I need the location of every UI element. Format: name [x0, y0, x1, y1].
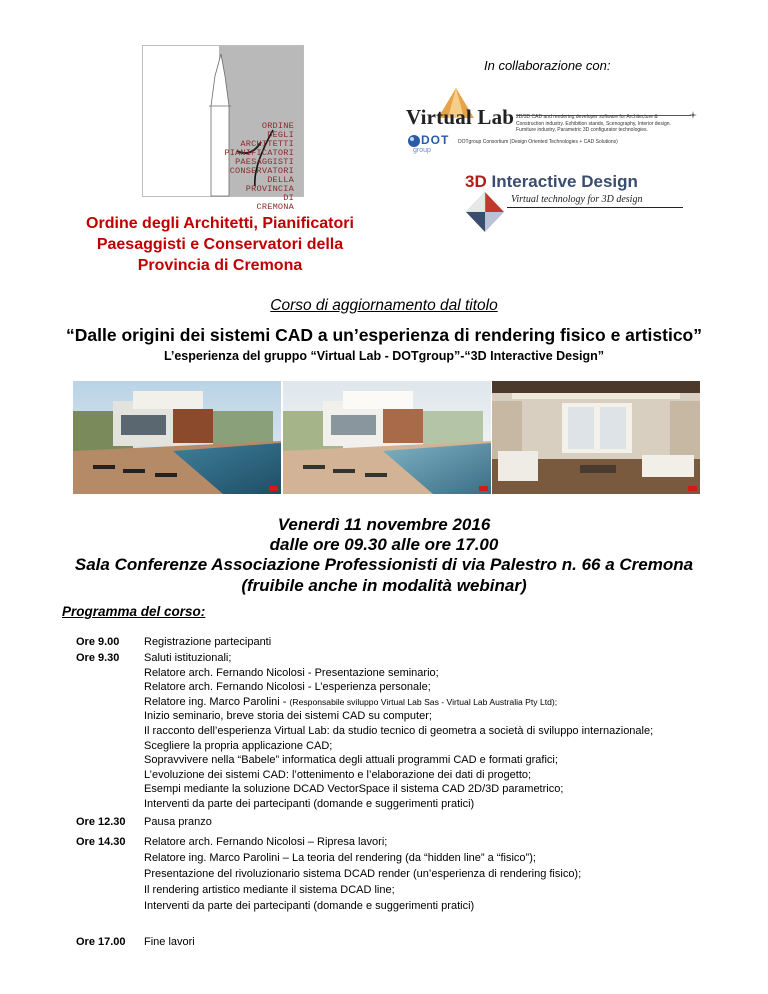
- course-subtitle: L’esperienza del gruppo “Virtual Lab - DOTgroup”-“3D Interactive Design”: [163, 349, 605, 363]
- course-intro: Corso di aggiornamento dal titolo: [270, 297, 498, 314]
- interactive-design-diamond-icon: [464, 192, 506, 232]
- program-item: Registrazione partecipanti: [144, 636, 272, 648]
- interactive-design-logo-text: [465, 172, 638, 192]
- program-item-note: (Responsabile sviluppo Virtual Lab Sas - Virtual Lab Australia Pty Ltd);: [289, 696, 558, 707]
- program-item: Scegliere la propria applicazione CAD;: [144, 739, 333, 752]
- organization-line: Paesaggisti e Conservatori della: [96, 236, 344, 253]
- program-item-main: Relatore ing. Marco Parolini -: [144, 695, 290, 708]
- program-item: Inizio seminario, breve storia dei sistemi CAD su computer;: [144, 710, 432, 723]
- program-item: Saluti istituzionali;: [144, 652, 232, 664]
- rendering-image-exterior-2: [283, 381, 491, 494]
- logo-line: DEGLI: [267, 130, 294, 140]
- event-date: Venerdì 11 novembre 2016: [277, 515, 491, 534]
- logo-line: PROVINCIA: [245, 184, 294, 194]
- virtual-lab-tagline: 2D/3D CAD and rendering developer software for Architecture & Construction industry. Exhibition stands, Scenography, Interior design. Furniture industry, Parametric 3D configurator technologies.: [516, 114, 671, 133]
- program-item: Relatore arch. Fernando Nicolosi - Presentazione seminario;: [144, 666, 439, 679]
- dot-label: DOT: [421, 133, 450, 147]
- program-item: Interventi da parte dei partecipanti (domande e suggerimenti pratici): [144, 798, 475, 810]
- program-item: Relatore arch. Fernando Nicolosi – Ripresa lavori;: [144, 836, 388, 848]
- program-item: Relatore arch. Fernando Nicolosi - L’esperienza personale;: [144, 681, 431, 694]
- logo-3d-label: 3D: [465, 172, 487, 191]
- villa-rendering-image: [73, 381, 281, 494]
- program-item: Interventi da parte dei partecipanti (domande e suggerimenti pratici): [144, 900, 475, 912]
- program-time: Ore 9.00: [76, 636, 120, 648]
- program-item: [144, 696, 557, 708]
- rendering-image-interior: [492, 381, 700, 494]
- logo-line: PAESAGGISTI: [235, 157, 294, 167]
- logo-line: ORDINE: [261, 121, 294, 131]
- dotgroup-logo: [407, 133, 455, 164]
- program-item: Esempi mediante la soluzione DCAD VectorSpace il sistema CAD 2D/3D parametrico;: [144, 783, 564, 796]
- dot-sub-label: group: [413, 147, 431, 154]
- program-item: Il rendering artistico mediante il sistema DCAD line;: [144, 884, 395, 896]
- logo-line: PIANIFICATORI: [224, 148, 294, 158]
- program-item: Sopravvivere nella “Babele” informatica degli attuali programmi CAD e formati grafici;: [144, 754, 558, 767]
- organization-line: Provincia di Cremona: [137, 257, 303, 274]
- program-time: Ore 14.30: [76, 836, 126, 848]
- program-time: Ore 17.00: [76, 936, 126, 948]
- program-time: Ore 9.30: [76, 652, 120, 664]
- ordine-logo: [142, 45, 304, 212]
- logo-line: CONSERVATORI: [229, 166, 294, 176]
- course-title: “Dalle origini dei sistemi CAD a un’esperienza di rendering fisico e artistico”: [66, 325, 702, 345]
- living-room-rendering-image: [492, 381, 700, 494]
- program-item: L’evoluzione dei sistemi CAD: l’ottenimento e l’elaborazione dei dati di progetto;: [144, 768, 532, 781]
- logo-line: DELLA: [267, 175, 294, 185]
- rendering-badge: [479, 486, 488, 491]
- interactive-design-subtitle: Virtual technology for 3D design: [511, 194, 643, 205]
- rendering-badge: [269, 486, 278, 491]
- virtual-lab-logo-text: Virtual Lab: [406, 105, 515, 129]
- event-venue: Sala Conferenze Associazione Professionisti di via Palestro n. 66 a Cremona: [74, 555, 694, 574]
- ordine-logo-text: [149, 122, 294, 212]
- logo-line: ARCHITETTI: [240, 139, 294, 149]
- program-item: Relatore ing. Marco Parolini – La teoria del rendering (da “hidden line” a “fisico”);: [144, 852, 536, 864]
- program-time: Ore 12.30: [76, 816, 126, 828]
- villa-rendering-image: [283, 381, 491, 494]
- dotgroup-tagline: DOTgroup Consortium (Design Oriented Technologies + CAD Solutions): [458, 139, 618, 145]
- program-item: Presentazione del rivoluzionario sistema DCAD render (un’esperienza di rendering fisico);: [144, 868, 582, 880]
- event-time: dalle ore 09.30 alle ore 17.00: [269, 535, 499, 554]
- program-item: Il racconto dell’esperienza Virtual Lab: da studio tecnico di geometra a società di sviluppo internazionale;: [144, 725, 654, 737]
- logo-interactive-design-label: Interactive Design: [491, 172, 638, 191]
- organization-line: Ordine degli Architetti, Pianificatori: [86, 215, 354, 232]
- interactive-design-underline: [507, 207, 683, 208]
- program-item: Fine lavori: [144, 936, 195, 948]
- logo-line: DI: [283, 193, 294, 203]
- sparkle-icon: [689, 111, 697, 119]
- organization-name: [70, 213, 370, 276]
- collaboration-label: In collaborazione con:: [484, 58, 611, 73]
- rendering-badge: [688, 486, 697, 491]
- program-heading: Programma del corso:: [62, 604, 206, 619]
- rendering-image-exterior-1: [73, 381, 281, 494]
- logo-line: CREMONA: [256, 202, 294, 212]
- program-item: Pausa pranzo: [144, 816, 212, 828]
- event-webinar-note: (fruibile anche in modalità webinar): [241, 576, 527, 595]
